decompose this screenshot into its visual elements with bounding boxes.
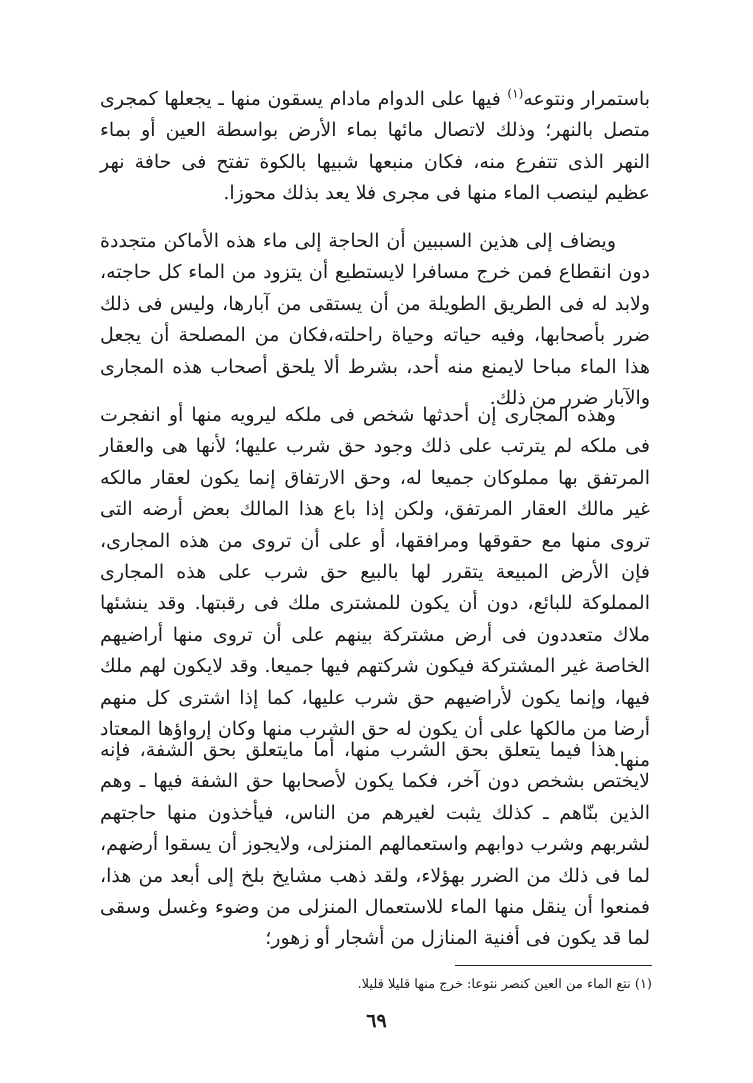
footnote-reference: (١) bbox=[507, 86, 524, 101]
footnote-divider bbox=[455, 965, 652, 966]
paragraph-2 bbox=[100, 226, 650, 414]
paragraph-1-text-start: باستمرار ونتوعه bbox=[523, 88, 650, 110]
page-number: ٦٩ bbox=[366, 1010, 387, 1032]
paragraph-2-text: ويضاف إلى هذين السببين أن الحاجة إلى ماء هذه الأماكن متجددة دون انقطاع فمن خرج مسافرا لايستطيع أن يتزود من الماء كل حاجته، ولابد له فى الطريق الطويلة من أن يستقى من آبارها، وليس فى ذلك ضرر بأصحابها، وفيه حياته وحياة راحلته،فكان من المصلحة أن يجعل هذا الماء مباحا لايمنع منه أحد، بشرط ألا يلحق أصحاب هذه المجارى والآبار ضرر من ذلك. bbox=[100, 230, 650, 410]
paragraph-3-text: وهذه المجارى إن أحدثها شخص فى ملكه ليرويه منها أو انفجرت فى ملكه لم يترتب على ذلك وجود حق شرب عليها؛ لأنها هى والعقار المرتفق بها مملوكان جميعا له، وحق الارتفاق إنما يكون لعقار مالكه غير مالك العقار المرتفق، ولكن إذا باع هذا المالك بعض أرضه التى تروى منها مع حقوقها ومرافقها، أو على أن تروى من هذه المجارى، فإن الأرض المبيعة يتقرر لها بالبيع حق شرب على هذه المجارى المملوكة للبائع، دون أن يكون للمشترى ملك فى رقبتها. وقد ينشئها ملاك متعددون فى أرض مشتركة بينهم على أن تروى منها أراضيهم الخاصة غير المشتركة فيكون شركتهم فيها جميعا. وقد لايكون لهم ملك فيها، وإنما يكون لأراضيهم حق شرب عليها، كما إذا اشترى كل منهم أرضا من مالكها على أن يكون له حق الشرب منها وكان إرواؤها المعتاد منها. bbox=[100, 404, 650, 772]
paragraph-4 bbox=[100, 735, 650, 955]
paragraph-1 bbox=[100, 84, 650, 210]
paragraph-4-text: هذا فيما يتعلق بحق الشرب منها، أما مايتعلق بحق الشفة، فإنه لايختص بشخص دون آخر، فكما يكون لأصحابها حق الشفة فيها ـ وهم الذين بنّاهم ـ كذلك يثبت لغيرهم من الناس، فيأخذون منها حاجتهم لشربهم وشرب دوابهم واستعمالهم المنزلى، ولايجوز أن يسقوا أرضهم، لما فى ذلك من الضرر بهؤلاء، ولقد ذهب مشايخ بلخ إلى أبعد من هذا، فمنعوا أن ينقل منها الماء للاستعمال المنزلى من وضوء وغسل وسقى لما قد يكون فى أفنية المنازل من أشجار أو زهور؛ bbox=[100, 739, 650, 950]
paragraph-1-text-end: فيها على الدوام مادام يسقون منها ـ يجعلها كمجرى متصل بالنهر؛ وذلك لاتصال مائها بماء الأرض بواسطة العين أو بماء النهر الذى تتفرع منه، فكان منبعها شبيها بالكوة تفتح فى حافة نهر عظيم لينصب الماء منها فى مجرى فلا يعد بذلك محوزا. bbox=[100, 88, 650, 205]
paragraph-3 bbox=[100, 400, 650, 777]
footnote: (١) نتع الماء من العين كنصر نتوعا: خرج منها قليلا قليلا. bbox=[357, 977, 652, 992]
